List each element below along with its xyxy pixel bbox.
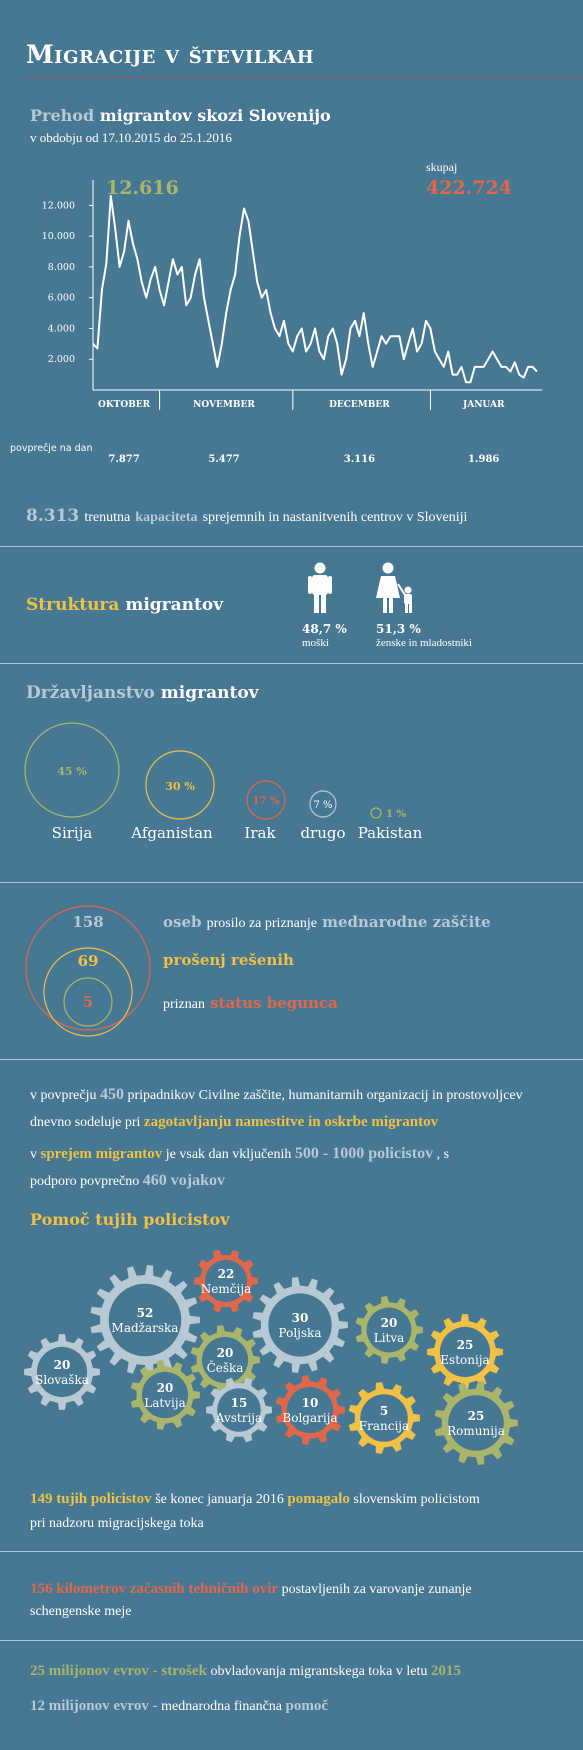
gear-country: Latvija [144, 1396, 186, 1410]
zascita-priznan: priznan [163, 997, 205, 1012]
bubble-name-afganistan: Afganistan [131, 824, 213, 842]
y-tick-label: 4.000 [47, 323, 75, 335]
month-average: 7.877 [108, 454, 140, 465]
month-label: NOVEMBER [193, 400, 255, 410]
bubble-pct-irak: 17 % [252, 796, 280, 807]
gear-hole [268, 1293, 331, 1356]
gear-country: Litva [373, 1331, 405, 1345]
zascita-oseb: oseb [163, 913, 202, 931]
gear-hole [287, 1387, 333, 1433]
stroski-d: 12 milijonov evrov - [30, 1698, 158, 1714]
gear-madžarska [91, 1265, 200, 1375]
prehod-word: Prehod [30, 106, 95, 125]
men-pct: 48,7 % [302, 622, 347, 636]
stroski-f: pomoč [285, 1698, 329, 1714]
migrant-line-chart [0, 180, 583, 470]
struktura-heading [26, 595, 223, 615]
policija-e: , s [436, 1147, 450, 1162]
divider-1 [0, 546, 583, 547]
policija-b: sprejem migrantov [40, 1146, 163, 1162]
zascita-mednarodne: mednarodne zaščite [322, 913, 491, 931]
policija-text [30, 1141, 575, 1195]
bubble-name-drugo: drugo [300, 824, 346, 842]
kapaciteta-number: 8.313 [26, 506, 80, 526]
gear-count: 15 [230, 1396, 248, 1410]
gear-hole [142, 1372, 188, 1418]
asylum-granted-number: 5 [82, 993, 94, 1011]
gear-hole [440, 1327, 490, 1377]
tuji-c: pomagalo [287, 1491, 350, 1507]
peak-value: 12.616 [106, 177, 179, 199]
series-line [93, 196, 537, 382]
total-label: skupaj [426, 160, 458, 174]
gear-romunija [435, 1381, 518, 1465]
bubble-pakistan [371, 808, 381, 818]
month-average: 5.477 [208, 454, 240, 465]
women-label: ženske in mladostniki [376, 637, 472, 649]
gear-hole [37, 1347, 87, 1397]
gear-count: 20 [53, 1358, 71, 1372]
drzavljanstvo-heading [26, 683, 259, 703]
drzavljanstvo-rest: migrantov [160, 683, 259, 703]
gear-hole [109, 1284, 182, 1357]
gear-country: Madžarska [111, 1321, 179, 1335]
kapaciteta-w2: kapaciteta [135, 510, 198, 525]
civilna-d: zagotavljanju namestitve in oskrbe migrantov [143, 1114, 439, 1130]
gear-poljska [253, 1277, 348, 1373]
bubble-name-pakistan: Pakistan [357, 824, 423, 842]
stroski-e: mednarodna finančna [161, 1699, 283, 1714]
prehod-heading [30, 106, 331, 125]
gear-slovaška [24, 1334, 100, 1410]
gear-latvija [131, 1360, 200, 1430]
gear-count: 20 [216, 1346, 234, 1360]
gear-bolgarija [276, 1375, 345, 1445]
bubble-pct-sirija: 45 % [57, 765, 87, 778]
civilna-a: v povprečju [30, 1088, 97, 1103]
zascita-line-3 [163, 993, 338, 1013]
gear-hole [367, 1308, 412, 1353]
month-label: DECEMBER [329, 400, 390, 410]
gear-country: Romunija [447, 1424, 505, 1438]
kapaciteta-row [26, 506, 467, 526]
kapaciteta-w1: trenutna [84, 510, 131, 525]
gear-count: 22 [217, 1267, 235, 1281]
zascita-prosilo: prosilo za priznanje [206, 916, 317, 931]
divider-2 [0, 663, 583, 664]
page-title: Migracije v številkah [26, 40, 315, 69]
divider-6 [0, 1640, 583, 1641]
bubble-pct-pakistan: 1 % [386, 809, 406, 820]
gear-count: 52 [136, 1306, 154, 1320]
gear-country: Avstrija [215, 1411, 263, 1425]
bubble-name-irak: Irak [244, 824, 276, 842]
gear-country: Slovaška [35, 1373, 89, 1387]
gear-estonija [427, 1314, 503, 1390]
women-pct: 51,3 % [376, 622, 421, 636]
zascita-line-1 [163, 912, 491, 932]
woman-child-icon [376, 562, 416, 614]
policija-c: je vsak dan vključenih [165, 1147, 292, 1162]
foreign-police-gears [0, 1245, 583, 1475]
bubble-name-sirija: Sirija [51, 824, 93, 842]
asylum-applied-number: 158 [72, 913, 104, 931]
gear-country: Bolgarija [282, 1411, 338, 1425]
gear-count: 25 [467, 1409, 485, 1423]
gear-hole [217, 1388, 261, 1432]
divider-3 [0, 882, 583, 883]
total-value: 422.724 [426, 177, 512, 199]
men-label: moški [302, 637, 329, 649]
tuji-text [30, 1487, 575, 1536]
y-tick-label: 8.000 [47, 261, 75, 273]
y-tick-label: 6.000 [47, 292, 75, 304]
civilna-text [30, 1082, 575, 1136]
civilna-c: dnevno sodeluje pri [30, 1115, 141, 1130]
month-label: JANUAR [462, 400, 505, 410]
ovire-a: 156 kilometrov začasnih tehničnih ovir [30, 1581, 279, 1597]
asylum-resolved-number: 69 [77, 952, 99, 970]
gear-francija [349, 1382, 420, 1454]
pomoc-heading: Pomoč tujih policistov [30, 1210, 230, 1229]
title-divider [26, 76, 583, 77]
bubble-pct-afganistan: 30 % [165, 780, 195, 793]
policija-f: podporo povprečno [30, 1174, 140, 1189]
divider-5 [0, 1551, 583, 1552]
gear-litva [356, 1296, 423, 1364]
gear-count: 20 [380, 1316, 398, 1330]
gear-count: 25 [456, 1338, 474, 1352]
month-average: 3.116 [343, 454, 376, 465]
tuji-a: 149 tujih policistov [30, 1491, 152, 1507]
policija-g: 460 vojakov [142, 1172, 225, 1189]
prehod-subtitle: v obdobju od 17.10.2015 do 25.1.2016 [30, 130, 232, 145]
tuji-b: še konec januarja 2016 [155, 1492, 284, 1507]
citizenship-bubbles [0, 710, 583, 850]
avg-label: povprečje na dan [10, 443, 93, 454]
policija-d: 500 - 1000 policistov [294, 1145, 434, 1162]
struktura-rest: migrantov [125, 595, 224, 615]
gear-country: Francija [358, 1419, 410, 1433]
y-tick-label: 10.000 [41, 231, 75, 243]
gear-country: Poljska [278, 1326, 322, 1340]
gear-country: Estonija [440, 1353, 490, 1367]
y-tick-label: 12.000 [41, 200, 75, 212]
ovire-b: postavljenih za varovanje zunanje [281, 1582, 472, 1597]
kapaciteta-w3: sprejemnih in nastanitvenih centrov v Sloveniji [202, 510, 468, 525]
stroski-b: obvladovanja migrantskega toka v letu [210, 1664, 428, 1679]
asylum-circles [0, 900, 160, 1050]
gear-count: 20 [156, 1381, 174, 1395]
zascita-status: status begunca [210, 994, 338, 1012]
gear-country: Češka [206, 1361, 244, 1375]
drzavljanstvo-word: Državljanstvo [26, 683, 155, 703]
tuji-e: pri nadzoru migracijskega toka [30, 1516, 204, 1531]
man-icon [305, 562, 335, 614]
gear-hole [360, 1394, 408, 1442]
month-label: OKTOBER [98, 400, 151, 410]
stroski-c: 2015 [430, 1663, 461, 1679]
gear-count: 30 [291, 1311, 309, 1325]
month-average: 1.986 [468, 454, 500, 465]
zascita-line-2: prošenj rešenih [163, 951, 294, 969]
stroski-line-2 [30, 1698, 328, 1715]
stroski-line-1 [30, 1663, 461, 1680]
civilna-number: 450 [99, 1086, 124, 1103]
ovire-c: schengenske meje [30, 1604, 132, 1619]
gear-nemčija [194, 1250, 258, 1312]
struktura-word: Struktura [26, 595, 120, 615]
ovire-text [30, 1578, 575, 1623]
stroski-a: 25 milijonov evrov - strošek [30, 1663, 207, 1679]
gear-avstrija [206, 1378, 272, 1442]
gear-country: Nemčija [200, 1282, 252, 1296]
policija-a: v [30, 1147, 37, 1162]
prehod-rest: migrantov skozi Slovenijo [99, 106, 331, 125]
divider-4 [0, 1059, 583, 1060]
gear-hole [202, 1337, 248, 1383]
civilna-b: pripadnikov Civilne zaščite, humanitarnih organizacij in prostovoljcev [127, 1088, 523, 1103]
bubble-pct-drugo: 7 % [313, 800, 333, 811]
gear-count: 10 [301, 1396, 319, 1410]
y-tick-label: 2.000 [47, 354, 75, 366]
tuji-d: slovenskim policistom [353, 1492, 480, 1507]
gear-hole [448, 1395, 503, 1450]
gear-count: 5 [379, 1404, 389, 1418]
